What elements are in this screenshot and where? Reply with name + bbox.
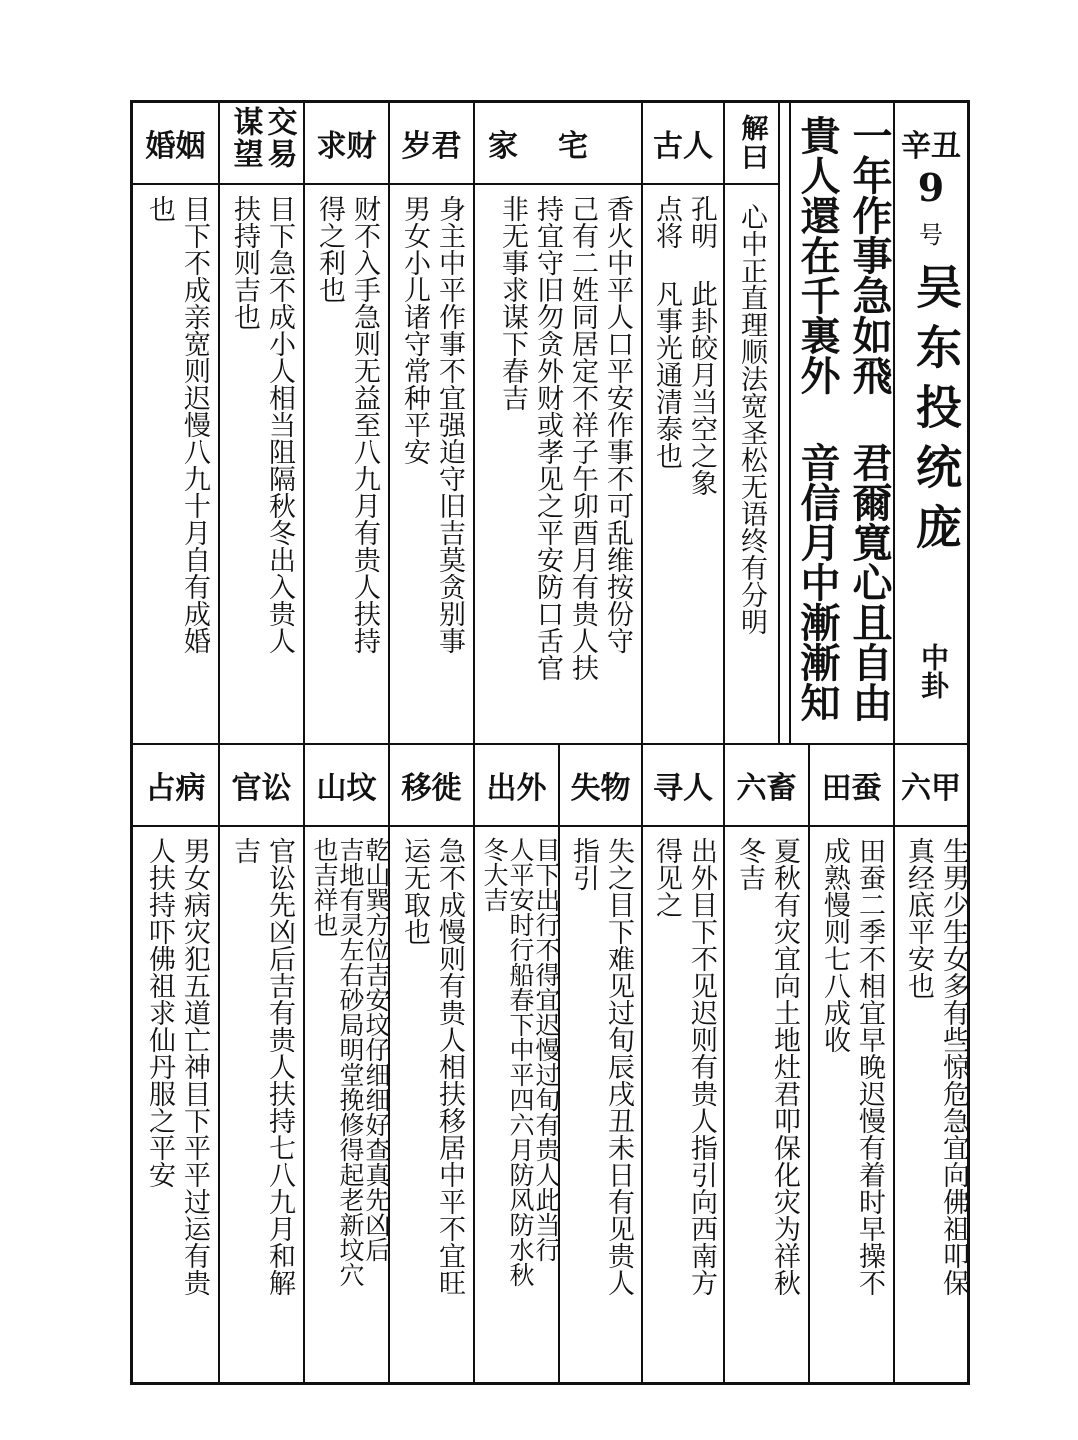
lower-header-zhanbing	[133, 745, 218, 825]
lower-body-chuwai	[475, 827, 561, 1382]
lower-label-guansong: 官讼	[231, 771, 292, 806]
lower-label-tiancan: 田蚕	[821, 771, 882, 806]
jieyue-body	[725, 193, 778, 738]
upper-line: 扶持则吉也	[229, 195, 260, 330]
lower-label-yixi: 移徙	[401, 771, 462, 806]
jieyue-header-divider	[723, 183, 779, 185]
lower-header-guansong	[220, 745, 303, 825]
lower-body-shiwu	[560, 827, 641, 1382]
slip-number: 9	[917, 165, 945, 210]
upper-body-qiucai	[305, 185, 388, 741]
slip-number-unit: 号	[919, 221, 943, 249]
upper-header-qiucai	[305, 103, 388, 183]
lower-body-shanfen	[305, 827, 391, 1382]
upper-label-suijun: 岁君	[401, 129, 462, 164]
upper-line: 身主中平作事不宜强迫守旧吉莫贪别事	[434, 195, 465, 654]
upper-body-jiazhai	[475, 185, 641, 741]
slip-title-text: 吴东投统庞	[909, 263, 963, 563]
lower-line: 夏秋有灾宜向土地灶君叩保化灾为祥秋	[769, 837, 800, 1296]
lower-line: 冬吉	[734, 837, 765, 891]
upper-label-guren: 古人	[653, 129, 713, 164]
upper-body-hunyin	[133, 185, 218, 741]
lower-line: 目下出行不得宜迟慢过旬有贵人此当行	[532, 837, 561, 1262]
lower-line: 运无取也	[399, 837, 430, 945]
lower-line: 出外目下不见迟则有贵人指引向西南方	[686, 837, 717, 1296]
lower-body-zhanbing	[133, 827, 218, 1382]
jieyue-label: 解曰	[736, 114, 768, 172]
divider	[778, 103, 780, 743]
lower-label-chuwai: 出外	[486, 771, 547, 806]
upper-header-jiazhai	[475, 103, 641, 183]
lower-header-liujia	[895, 745, 967, 825]
lower-label-shanfen: 山坟	[316, 771, 377, 806]
lower-line: 生男少生女多有些惊危急宜向佛祖叩保	[938, 837, 969, 1296]
upper-line: 财不入手急则无益至八九月有贵人扶持	[349, 195, 380, 654]
lower-line: 人扶持吓佛祖求仙丹服之平安	[144, 837, 175, 1188]
upper-header-jiaoyi	[220, 103, 303, 183]
lower-line: 真经底平安也	[903, 837, 934, 999]
upper-header-guren	[643, 103, 723, 183]
poem-line-1: 一年作事急如飛 君爾寬心且自由	[846, 115, 893, 722]
lower-line: 乾山巽方位吉安坟仔细细好查真先凶后	[362, 837, 391, 1262]
lower-line: 指引	[568, 837, 599, 891]
lower-body-liujia	[895, 827, 967, 1382]
fortune-slip-table	[130, 100, 970, 1385]
grade-label: 中卦	[917, 643, 950, 699]
lower-label-xunren: 寻人	[653, 771, 713, 806]
lower-line: 也吉祥也	[310, 837, 339, 937]
upper-label-jiaoyi: 交易谋望	[227, 106, 297, 170]
lower-line: 吉地有灵左右砂局明堂挽修得起老新坟穴	[336, 837, 365, 1287]
lower-line: 人平安时行船春下中平四六月防风防水秋	[506, 837, 535, 1287]
lower-body-xunren	[643, 827, 723, 1382]
upper-body-guren	[643, 185, 723, 741]
upper-body-suijun	[390, 185, 473, 741]
upper-line: 己有二姓同居定不祥子午卯酉月有贵人扶	[567, 195, 598, 681]
lower-line: 男女病灾犯五道亡神目下平平过运有贵	[179, 837, 210, 1296]
lower-line: 失之目下难见过旬辰戌丑未日有见贵人	[603, 837, 634, 1296]
poem	[791, 115, 891, 740]
upper-line: 男女小儿诸守常种平安	[399, 195, 430, 465]
lower-body-guansong	[220, 827, 303, 1382]
upper-line: 得之利也	[314, 195, 345, 303]
lower-header-chuwai	[475, 745, 558, 825]
upper-header-suijun	[390, 103, 473, 183]
jieyue-header	[725, 103, 778, 183]
lower-header-xunren	[643, 745, 723, 825]
upper-line: 非无事求谋下春吉	[497, 195, 528, 411]
upper-body-jiaoyi	[220, 185, 303, 741]
lower-body-liuchu	[725, 827, 808, 1382]
upper-label-jiazhai: 家宅	[488, 129, 628, 164]
lower-line: 得见之	[651, 837, 682, 918]
lower-label-zhanbing: 占病	[145, 771, 206, 806]
upper-line: 点将 凡事光通清泰也	[651, 195, 682, 469]
lower-header-liuchu	[725, 745, 808, 825]
title-column	[895, 103, 967, 743]
lower-line: 吉	[229, 837, 260, 864]
lower-label-liuchu: 六畜	[736, 771, 797, 806]
lower-body-tiancan	[810, 827, 893, 1382]
poem-line-2: 貴人還在千裏外 音信月中漸漸知	[794, 115, 841, 722]
year-label: 辛丑	[901, 129, 961, 164]
upper-label-hunyin: 婚姻	[145, 129, 206, 164]
lower-header-shiwu	[560, 745, 641, 825]
slip-title	[903, 263, 969, 593]
lower-header-yixi	[390, 745, 473, 825]
lower-header-shanfen	[305, 745, 388, 825]
upper-line: 目下不成亲宽则迟慢八九十月自有成婚	[179, 195, 210, 654]
upper-line: 香火中平人口平安作事不可乱维按份守	[602, 195, 633, 654]
upper-line: 持宜守旧勿贪外财或孝见之平安防口舌官	[532, 195, 563, 681]
jieyue-text: 心中正直理顺法宽圣松无语终有分明	[736, 203, 767, 635]
lower-body-yixi	[390, 827, 473, 1382]
lower-line: 官讼先凶后吉有贵人扶持七八九月和解	[264, 837, 295, 1296]
lower-line: 田蚕二季不相宜早晚迟慢有着时早操不	[854, 837, 885, 1296]
lower-label-liujia: 六甲	[901, 771, 961, 806]
lower-label-shiwu: 失物	[570, 771, 631, 806]
upper-label-qiucai: 求财	[316, 129, 377, 164]
lower-header-tiancan	[810, 745, 893, 825]
upper-line: 孔明 此卦皎月当空之象	[686, 195, 717, 496]
upper-line: 目下急不成小人相当阻隔秋冬出入贵人	[264, 195, 295, 654]
lower-line: 冬大吉	[480, 837, 509, 912]
upper-header-hunyin	[133, 103, 218, 183]
upper-line: 也	[144, 195, 175, 222]
lower-line: 成熟慢则七八成收	[819, 837, 850, 1053]
lower-line: 急不成慢则有贵人相扶移居中平不宜旺	[434, 837, 465, 1296]
